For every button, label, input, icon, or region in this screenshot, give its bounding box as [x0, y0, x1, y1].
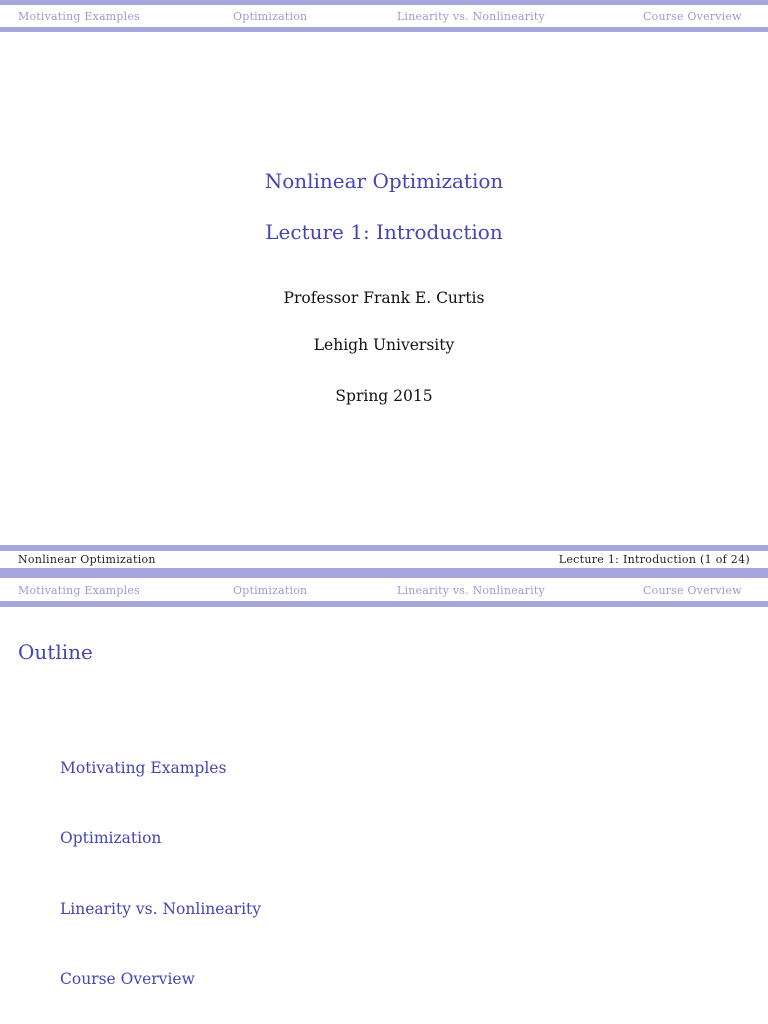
footer-rule-bottom	[0, 568, 768, 578]
top-rule	[0, 0, 768, 5]
nav-item-linearity[interactable]: Linearity vs. Nonlinearity	[397, 10, 545, 23]
date: Spring 2015	[335, 387, 433, 405]
footer-page-info: Lecture 1: Introduction (1 of 24)	[558, 553, 750, 566]
outline-item-linearity[interactable]: Linearity vs. Nonlinearity	[60, 900, 262, 918]
outline-item-motivating-examples[interactable]: Motivating Examples	[60, 759, 227, 777]
institute: Lehigh University	[313, 336, 455, 354]
presentation-title: Nonlinear Optimization	[264, 169, 504, 193]
nav-item-motivating-examples[interactable]: Motivating Examples	[18, 10, 140, 23]
author: Professor Frank E. Curtis	[283, 289, 485, 307]
section-nav-2	[0, 580, 768, 600]
footer-title: Nonlinear Optimization	[18, 553, 156, 566]
section-nav	[0, 6, 768, 26]
outline-item-course-overview[interactable]: Course Overview	[60, 970, 195, 988]
presentation-subtitle: Lecture 1: Introduction	[265, 220, 503, 244]
nav-item-course-overview-2[interactable]: Course Overview	[643, 584, 742, 597]
nav-item-linearity-2[interactable]: Linearity vs. Nonlinearity	[397, 584, 545, 597]
nav-item-optimization-2[interactable]: Optimization	[233, 584, 308, 597]
nav-item-optimization[interactable]: Optimization	[233, 10, 308, 23]
footer	[0, 551, 768, 567]
nav-item-motivating-examples-2[interactable]: Motivating Examples	[18, 584, 140, 597]
outline-item-optimization[interactable]: Optimization	[60, 829, 162, 847]
nav-rule	[0, 27, 768, 32]
outline-title: Outline	[18, 640, 93, 664]
nav-rule-2	[0, 601, 768, 607]
nav-item-course-overview[interactable]: Course Overview	[643, 10, 742, 23]
